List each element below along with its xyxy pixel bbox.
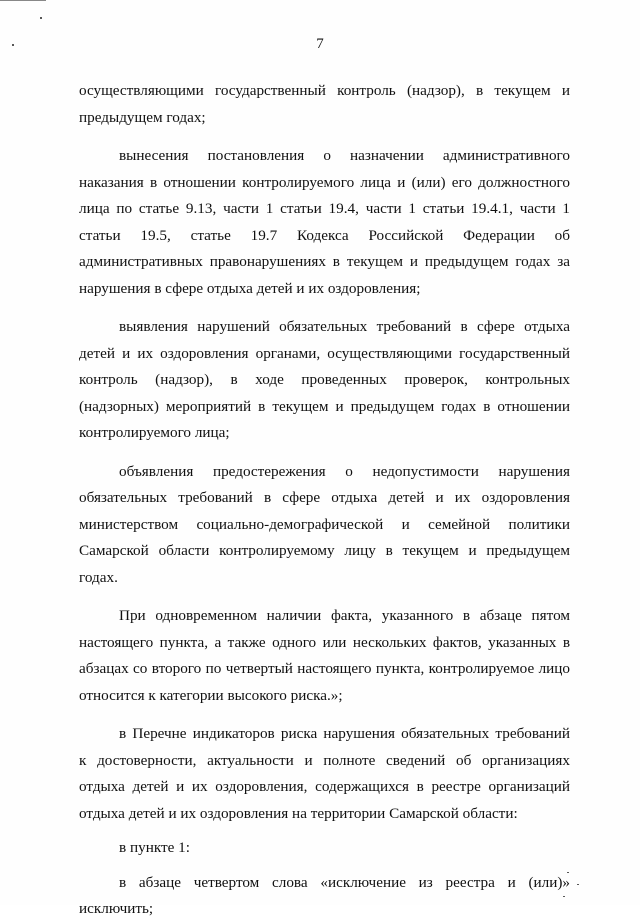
paragraph <box>79 459 570 592</box>
scan-speck <box>40 17 42 19</box>
text-line: контролируемого лица; <box>79 424 230 441</box>
text-line: исключить; <box>79 900 154 917</box>
scan-speck <box>577 884 579 885</box>
text-line: к достоверности, актуальности и полноте сведений об организациях <box>79 751 570 769</box>
scan-speck <box>563 896 565 897</box>
text-line: относится к категории высокого риска.»; <box>79 686 343 704</box>
text-line: обязательных требований в сфере отдыха детей и их оздоровления <box>79 489 570 506</box>
text-line: выявления нарушений обязательных требований в сфере отдыха <box>119 318 570 335</box>
paragraph <box>79 314 570 447</box>
text-line: абзацах со второго по четвертый настоящего пункта, контролируемое лицо <box>79 660 570 677</box>
scan-edge-mark <box>0 0 46 1</box>
text-line: лица по статье 9.13, части 1 статьи 19.4, части 1 статьи 19.4.1, части 1 <box>79 200 570 217</box>
text-line: в абзаце четвертом слова «исключение из реестра и (или)» <box>119 873 570 891</box>
page-number: 7 <box>316 36 324 52</box>
scan-speck <box>567 872 569 873</box>
text-line: нарушения в сфере отдыха детей и их оздоровления; <box>79 279 421 297</box>
document-body <box>79 78 570 923</box>
paragraph <box>79 143 570 302</box>
paragraph <box>79 78 570 131</box>
text-line: Самарской области контролируемому лицу в текущем и предыдущем <box>79 542 570 559</box>
text-line: контроль (надзор), в ходе проведенных проверок, контрольных <box>79 371 570 388</box>
text-line: осуществляющими государственный контроль (надзор), в текущем и <box>79 82 570 99</box>
text-line: объявления предостережения о недопустимости нарушения <box>119 462 570 480</box>
text-line: вынесения постановления о назначении административного <box>119 147 570 164</box>
text-line: в пункте 1: <box>119 839 190 856</box>
text-line: отдыха детей и их оздоровления, содержащихся в реестре организаций <box>79 778 570 795</box>
text-line: отдыха детей и их оздоровления на территории Самарской области: <box>79 804 518 822</box>
text-line: (надзорных) мероприятий в текущем и предыдущем годах в отношении <box>79 397 570 415</box>
text-line: наказания в отношении контролируемого лица и (или) его должностного <box>79 173 570 191</box>
paragraph <box>79 835 570 862</box>
text-line: статьи 19.5, статье 19.7 Кодекса Российской Федерации об <box>79 226 570 244</box>
text-line: административных правонарушениях в текущем и предыдущем годах за <box>79 253 570 270</box>
text-line: в Перечне индикаторов риска нарушения обязательных требований <box>119 725 570 742</box>
text-line: настоящего пункта, а также одного или нескольких фактов, указанных в <box>79 633 570 651</box>
text-line: годах. <box>79 568 118 586</box>
paragraph <box>79 603 570 709</box>
text-line: При одновременном наличии факта, указанного в абзаце пятом <box>119 607 570 624</box>
text-line: детей и их оздоровления органами, осуществляющими государственный <box>79 344 570 362</box>
paragraph <box>79 870 570 923</box>
text-line: министерством социально-демографической и семейной политики <box>79 515 570 533</box>
scan-speck <box>12 44 14 46</box>
text-line: предыдущем годах; <box>79 108 206 126</box>
paragraph <box>79 721 570 827</box>
